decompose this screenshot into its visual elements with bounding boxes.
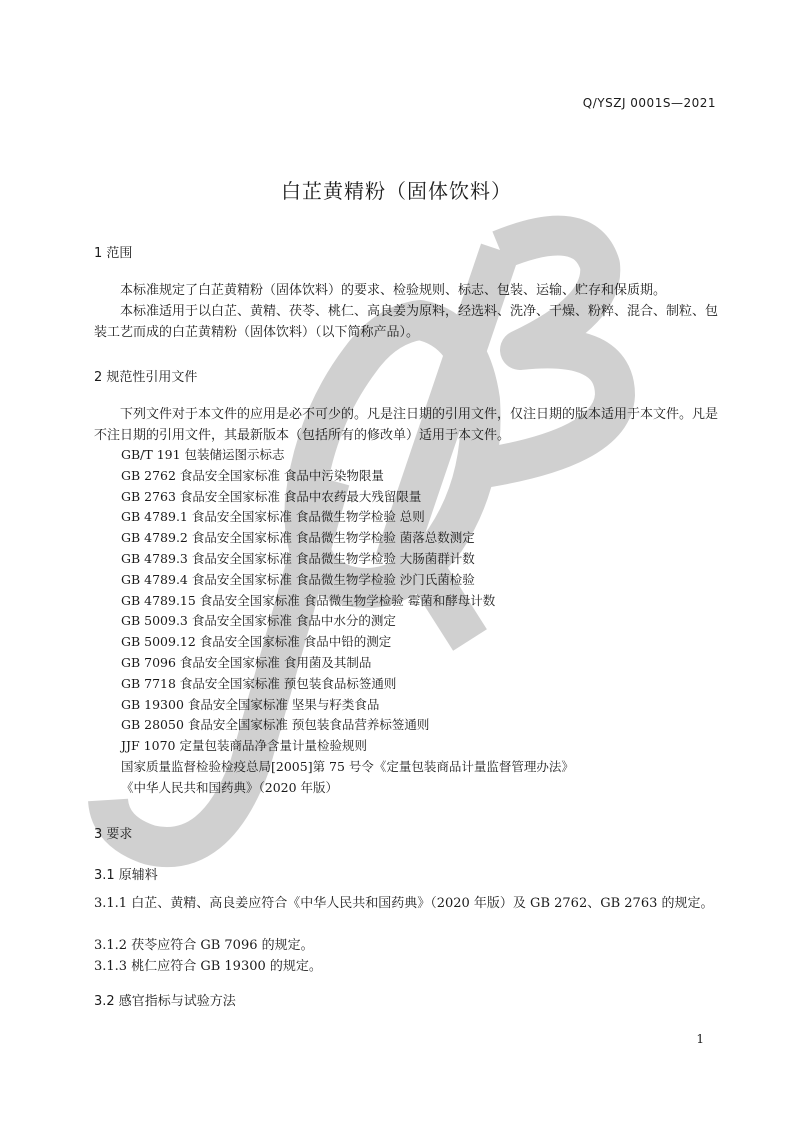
clause-3-1-2: 3.1.2 茯苓应符合 GB 7096 的规定。 <box>94 938 314 953</box>
section-2-intro: 下列文件对于本文件的应用是必不可少的。凡是注日期的引用文件，仅注日期的版本适用于本文件。凡是不注日期的引用文件，其最新版本（包括所有的修改单）适用于本文件。 <box>94 407 719 443</box>
page-number: 1 <box>696 1032 704 1046</box>
reference-item: GB 28050 食品安全国家标准 预包装食品营养标签通则 <box>121 717 430 733</box>
reference-item: GB 7096 食品安全国家标准 食用菌及其制品 <box>121 654 372 670</box>
document-title: 白芷黄精粉（固体饮料） <box>281 179 512 203</box>
reference-item: GB 4789.15 食品安全国家标准 食品微生物学检验 霉菌和酵母计数 <box>121 592 496 608</box>
reference-item: GB 2763 食品安全国家标准 食品中农药最大残留限量 <box>121 488 422 504</box>
reference-item: GB 19300 食品安全国家标准 坚果与籽类食品 <box>121 696 380 712</box>
reference-item: GB 5009.3 食品安全国家标准 食品中水分的测定 <box>121 613 396 629</box>
document-code: Q/YSZJ 0001S—2021 <box>582 96 716 110</box>
reference-item: GB 4789.4 食品安全国家标准 食品微生物学检验 沙门氏菌检验 <box>121 571 475 587</box>
reference-item: GB 2762 食品安全国家标准 食品中污染物限量 <box>121 467 384 483</box>
reference-item: GB 5009.12 食品安全国家标准 食品中铅的测定 <box>121 634 392 650</box>
reference-item: 国家质量监督检验检疫总局[2005]第 75 号令《定量包装商品计量监督管理办法》 <box>121 758 574 774</box>
reference-item: GB 7718 食品安全国家标准 预包装食品标签通则 <box>121 675 397 691</box>
section-2-heading: 2 规范性引用文件 <box>94 370 198 385</box>
section-3-heading: 3 要求 <box>94 827 133 842</box>
reference-list <box>121 445 574 799</box>
section-1-paragraph-1: 本标准规定了白芷黄精粉（固体饮料）的要求、检验规则、标志、包装、运输、贮存和保质期。 <box>120 283 667 298</box>
section-3-1-heading: 3.1 原辅料 <box>94 868 158 883</box>
clause-3-1-3: 3.1.3 桃仁应符合 GB 19300 的规定。 <box>94 959 322 974</box>
reference-item: 《中华人民共和国药典》（2020 年版） <box>121 779 339 795</box>
reference-item: GB 4789.3 食品安全国家标准 食品微生物学检验 大肠菌群计数 <box>121 550 475 566</box>
reference-item: GB 4789.1 食品安全国家标准 食品微生物学检验 总则 <box>121 509 425 525</box>
reference-item: GB/T 191 包装储运图示标志 <box>121 447 285 462</box>
reference-item: JJF 1070 定量包装商品净含量计量检验规则 <box>121 738 367 754</box>
section-1-heading: 1 范围 <box>94 246 133 261</box>
clause-3-1-1: 3.1.1 白芷、黄精、高良姜应符合《中华人民共和国药典》（2020 年版）及 GB 2762、GB 2763 的规定。 <box>94 896 714 911</box>
section-1-paragraph-2: 本标准适用于以白芷、黄精、茯苓、桃仁、高良姜为原料，经选料、洗净、干燥、粉粹、混合、制粒、包装工艺而成的白芷黄精粉（固体饮料）（以下简称产品）。 <box>94 304 719 340</box>
section-3-2-heading: 3.2 感官指标与试验方法 <box>94 994 236 1009</box>
reference-item: GB 4789.2 食品安全国家标准 食品微生物学检验 菌落总数测定 <box>121 530 475 546</box>
